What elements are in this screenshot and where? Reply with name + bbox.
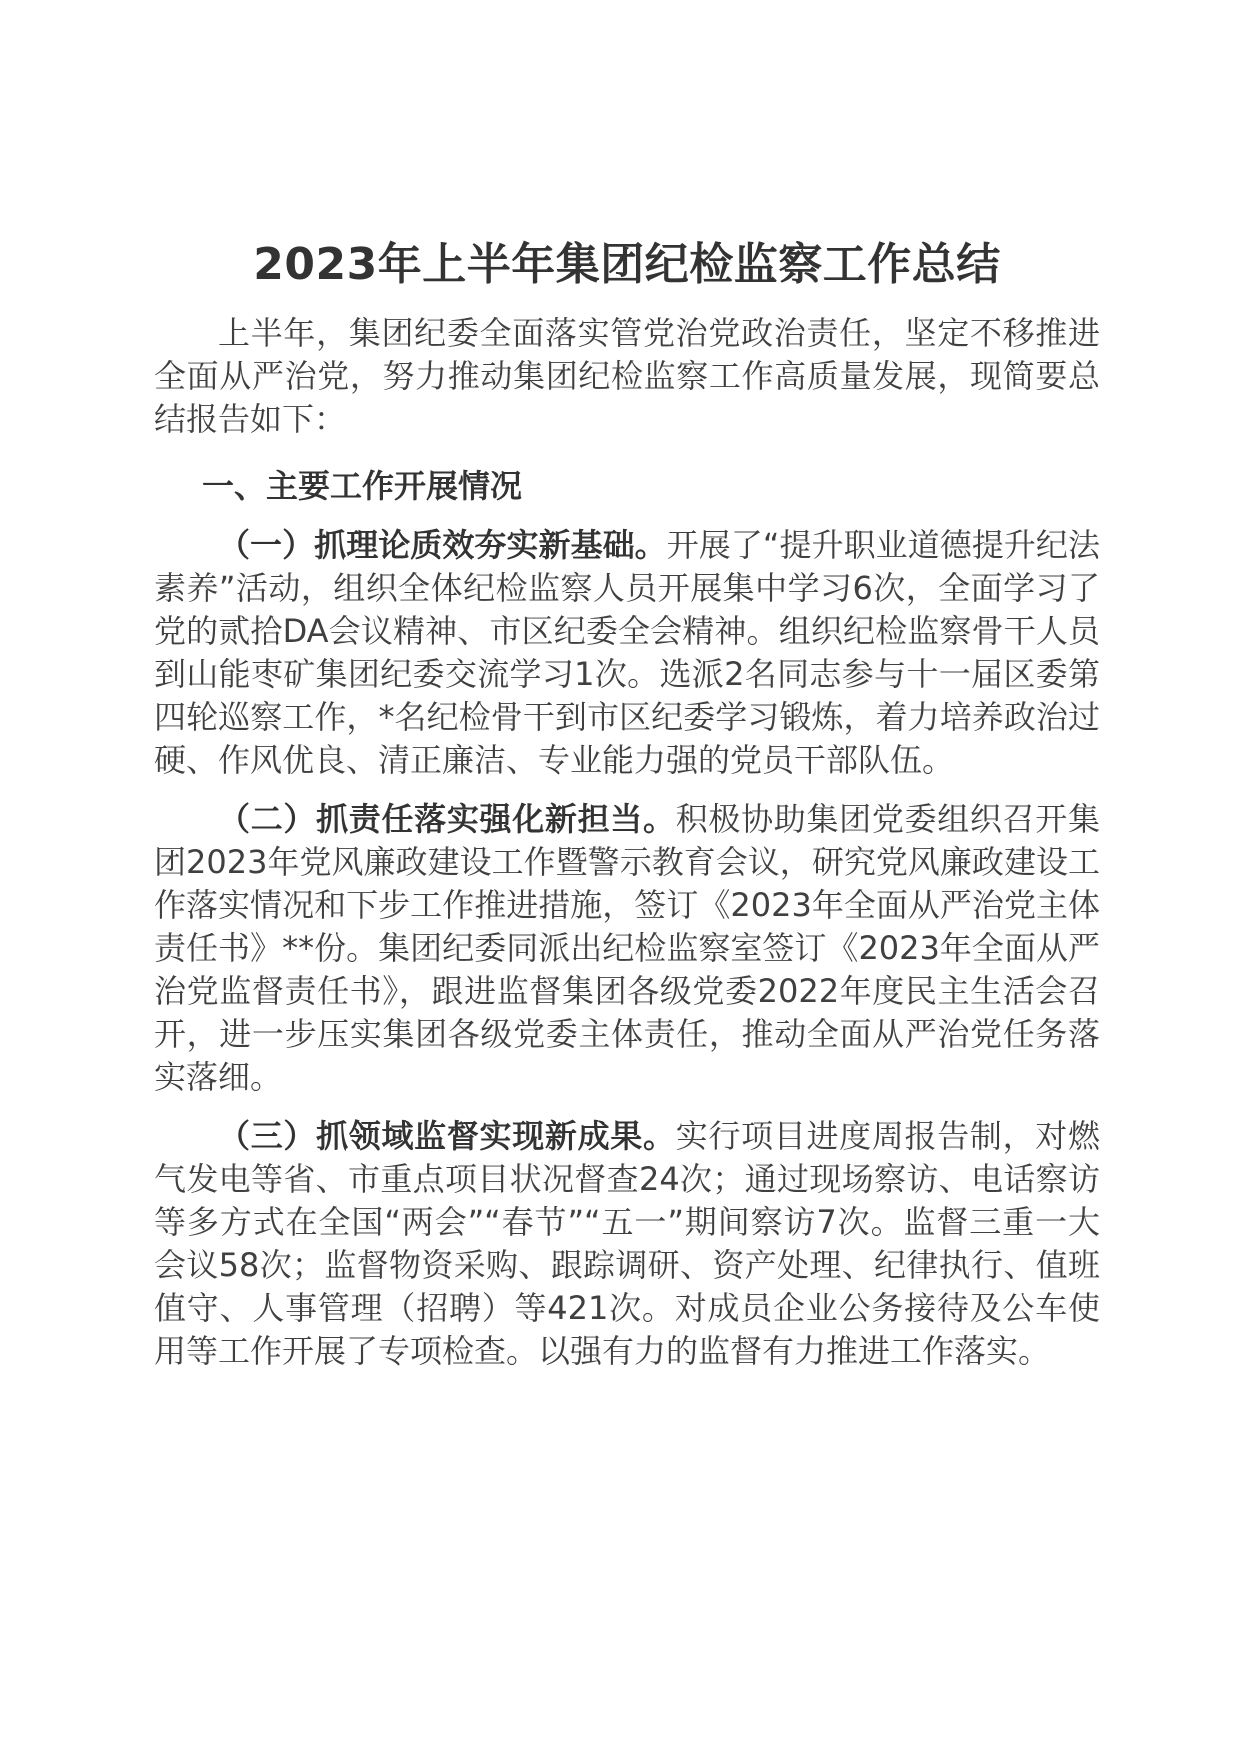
document-content	[154, 236, 1100, 1373]
subsection-heading: （二）抓责任落实强化新担当。	[218, 800, 676, 838]
document-title: 2023年上半年集团纪检监察工作总结	[253, 239, 1001, 290]
subsection-heading: （三）抓领域监督实现新成果。	[218, 1117, 676, 1155]
subsection-heading: （一）抓理论质效夯实新基础。	[218, 526, 667, 564]
subsection-field-supervision	[154, 1115, 1100, 1373]
intro-paragraph: 上半年，集团纪委全面落实管党治党政治责任，坚定不移推进全面从严治党，努力推动集团纪检监察工作高质量发展，现简要总结报告如下：	[154, 314, 1100, 438]
subsection-body: 实行项目进度周报告制，对燃气发电等省、市重点项目状况督查24次；通过现场察访、电话察访等多方式在全国“两会”“春节”“五一”期间察访7次。监督三重一大会议58次；监督物资采购、跟踪调研、资产处理、纪律执行、值班值守、人事管理（招聘）等421次。对成员企业公务接待及公车使用等工作开展了专项检查。以强有力的监督有力推进工作落实。	[154, 1117, 1100, 1370]
subsection-theory-quality	[154, 524, 1100, 782]
subsection-body: 积极协助集团党委组织召开集团2023年党风廉政建设工作暨警示教育会议，研究党风廉政建设工作落实情况和下步工作推进措施，签订《2023年全面从严治党主体责任书》**份。集团纪委同派出纪检监察室签订《2023年全面从严治党监督责任书》，跟进监督集团各级党委2022年度民主生活会召开，进一步压实集团各级党委主体责任，推动全面从严治党任务落实落细。	[154, 800, 1100, 1096]
section-heading-main-work: 一、主要工作开展情况	[202, 467, 523, 505]
subsection-body: 开展了“提升职业道德提升纪法素养”活动，组织全体纪检监察人员开展集中学习6次，全面学习了党的贰拾DA会议精神、市区纪委全会精神。组织纪检监察骨干人员到山能枣矿集团纪委交流学习1次。选派2名同志参与十一届区委第四轮巡察工作，*名纪检骨干到市区纪委学习锻炼，着力培养政治过硬、作风优良、清正廉洁、专业能力强的党员干部队伍。	[154, 526, 1100, 779]
subsection-responsibility	[154, 798, 1100, 1099]
